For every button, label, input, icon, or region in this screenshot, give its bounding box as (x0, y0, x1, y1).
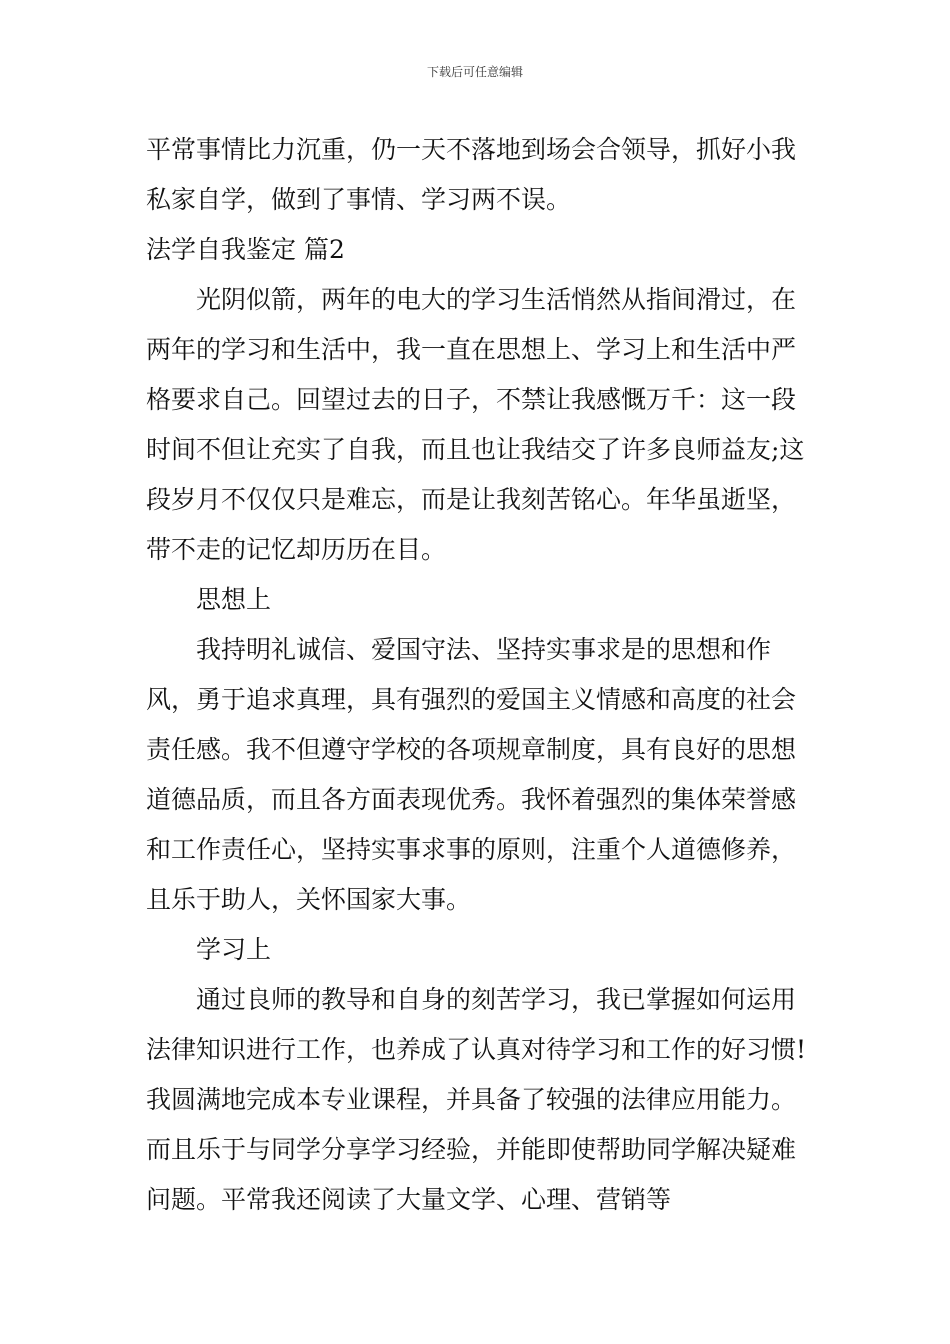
subheading-study: 学习上 (196, 935, 272, 964)
paragraph-study: 通过良师的教导和自身的刻苦学习，我已掌握如何运用法律知识进行工作，也养成了认真对待学习和工作的好习惯!我圆满地完成本专业课程，并具备了较强的法律应用能力。而且乐于与同学分享学习经验，并能即使帮助同学解决疑难问题。平常我还阅读了大量文学、心理、营销等 (146, 985, 807, 1214)
subheading-thought: 思想上 (196, 585, 272, 614)
document-body (146, 125, 808, 1225)
paragraph-intro: 光阴似箭，两年的电大的学习生活悄然从指间滑过，在两年的学习和生活中，我一直在思想上、学习上和生活中严格要求自己。回望过去的日子，不禁让我感慨万千：这一段时间不但让充实了自我，而且也让我结交了许多良师益友;这段岁月不仅仅只是难忘，而是让我刻苦铭心。年华虽逝坚，带不走的记忆却历历在目。 (146, 285, 805, 564)
paragraph-continued: 平常事情比力沉重，仍一天不落地到场会合领导，抓好小我私家自学，做到了事情、学习两不误。 (146, 135, 797, 214)
section-heading: 法学自我鉴定 篇2 (146, 235, 345, 264)
paragraph-thought: 我持明礼诚信、爱国守法、坚持实事求是的思想和作风，勇于追求真理，具有强烈的爱国主义情感和高度的社会责任感。我不但遵守学校的各项规章制度，具有良好的思想道德品质，而且各方面表现优秀。我怀着强烈的集体荣誉感和工作责任心，坚持实事求事的原则，注重个人道德修养，且乐于助人，关怀国家大事。 (146, 635, 797, 914)
page-header: 下载后可任意编辑 (426, 65, 523, 79)
